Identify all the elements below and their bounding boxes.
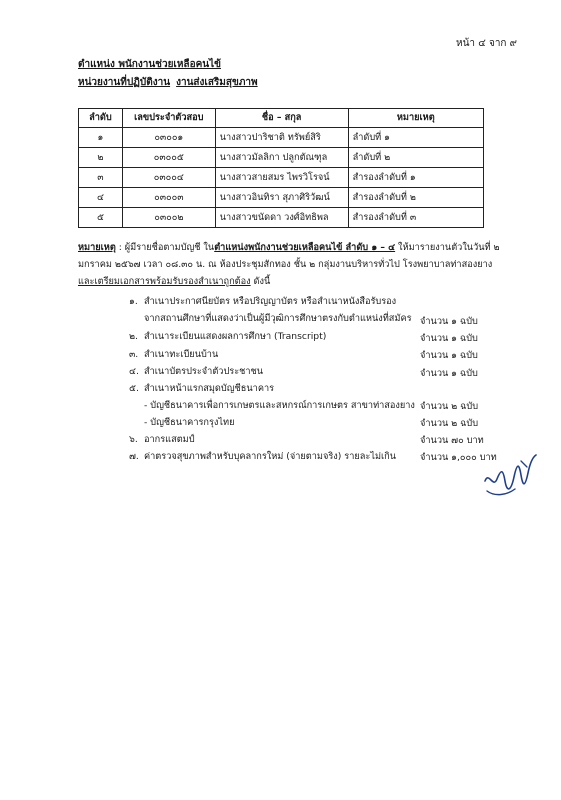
- doc-6-number: ๖.: [129, 434, 138, 445]
- table-row: [79, 148, 484, 168]
- table-row: [79, 168, 484, 188]
- doc-7-number: ๗.: [129, 451, 139, 462]
- doc-7-quantity: จำนวน ๑,๐๐๐ บาท: [420, 452, 497, 463]
- cell-note: สำรองลำดับที่ ๒: [348, 188, 483, 208]
- cell-note: ลำดับที่ ๑: [348, 128, 483, 148]
- doc-3-text: สำเนาทะเบียนบ้าน: [144, 349, 219, 360]
- cell-exam-id: ๐๓๐๐๕: [122, 148, 215, 168]
- cell-exam-id: ๐๓๐๐๔: [122, 168, 215, 188]
- cell-name: นางสาวมัลลิกา ปลูกตัณฑุล: [215, 148, 348, 168]
- cell-name: นางสาวขนัดดา วงศ์อิทธิพล: [215, 208, 348, 228]
- cell-note: สำรองลำดับที่ ๓: [348, 208, 483, 228]
- table-row: [79, 128, 484, 148]
- position-title: ตำแหน่ง พนักงานช่วยเหลือคนไข้: [78, 59, 221, 70]
- doc-7-text: ค่าตรวจสุขภาพสำหรับบุคลากรใหม่ (จ่ายตามจริง) รายละไม่เกิน: [144, 451, 396, 462]
- cell-name: นางสาวอินทิรา สุภาศิริวัฒน์: [215, 188, 348, 208]
- remark-text-2: ให้มารายงานตัวในวันที่ ๒: [395, 242, 500, 253]
- col-header-name: ชื่อ – สกุล: [215, 109, 348, 128]
- doc-4-number: ๔.: [129, 366, 139, 377]
- doc-5b-quantity: จำนวน ๒ ฉบับ: [420, 418, 479, 429]
- remark-label: หมายเหตุ: [78, 242, 116, 253]
- cell-name: นางสาวปาริชาติ ทรัพย์สิริ: [215, 128, 348, 148]
- unit-line: [78, 75, 258, 90]
- unit-label: หน่วยงานที่ปฏิบัติงาน: [78, 77, 171, 88]
- handwritten-signature: [481, 451, 541, 499]
- remark-paragraph: [78, 239, 500, 290]
- table-header-row: [79, 109, 484, 128]
- doc-2-number: ๒.: [129, 331, 138, 342]
- cell-note: ลำดับที่ ๒: [348, 148, 483, 168]
- cell-exam-id: ๐๓๐๐๓: [122, 188, 215, 208]
- doc-1-number: ๑.: [129, 296, 138, 307]
- doc-5b-text: - บัญชีธนาคารกรุงไทย: [144, 417, 235, 428]
- cell-note: สำรองลำดับที่ ๑: [348, 168, 483, 188]
- doc-1-quantity: จำนวน ๑ ฉบับ: [420, 316, 478, 327]
- remark-text-1: : ผู้มีรายชื่อตามบัญชี ใน: [115, 242, 215, 253]
- cell-order: ๒: [79, 148, 123, 168]
- col-header-note: หมายเหตุ: [348, 109, 483, 128]
- cell-order: ๑: [79, 128, 123, 148]
- doc-5-text: สำเนาหน้าแรกสมุดบัญชีธนาคาร: [144, 383, 275, 394]
- doc-5a-quantity: จำนวน ๒ ฉบับ: [420, 401, 479, 412]
- doc-3-number: ๓.: [129, 349, 139, 360]
- cell-exam-id: ๐๓๐๐๑: [122, 128, 215, 148]
- table-row: [79, 188, 484, 208]
- doc-6-quantity: จำนวน ๗๐ บาท: [420, 435, 484, 446]
- cell-order: ๓: [79, 168, 123, 188]
- doc-3-quantity: จำนวน ๑ ฉบับ: [420, 350, 478, 361]
- remark-prepare-docs: และเตรียมเอกสารพร้อมรับรองสำเนาถูกต้อง: [78, 276, 251, 287]
- doc-6-text: อากรแสตมป์: [144, 434, 195, 445]
- doc-5-number: ๕.: [129, 383, 139, 394]
- table-row: [79, 208, 484, 228]
- cell-order: ๔: [79, 188, 123, 208]
- remark-line-3-rest: ดังนี้: [250, 276, 271, 287]
- doc-1-text: สำเนาประกาศนียบัตร หรือปริญญาบัตร หรือสำเนาหนังสือรับรอง: [144, 296, 397, 307]
- doc-4-quantity: จำนวน ๑ ฉบับ: [420, 368, 478, 379]
- cell-order: ๕: [79, 208, 123, 228]
- cell-exam-id: ๐๓๐๐๒: [122, 208, 215, 228]
- candidate-table: [78, 108, 484, 228]
- col-header-exam-id: เลขประจำตัวสอบ: [122, 109, 215, 128]
- doc-2-quantity: จำนวน ๑ ฉบับ: [420, 333, 478, 344]
- unit-value: งานส่งเสริมสุขภาพ: [176, 77, 258, 88]
- doc-1-text-cont: จากสถานศึกษาที่แสดงว่าเป็นผู้มีวุฒิการศึกษาตรงกับตำแหน่งที่สมัคร: [144, 313, 412, 324]
- remark-emphasis: ตำแหน่งพนักงานช่วยเหลือคนไข้ ลำดับ ๑ – ๔: [214, 242, 396, 253]
- remark-line-2: มกราคม ๒๕๖๗ เวลา ๐๘.๓๐ น. ณ ห้องประชุมสักทอง ชั้น ๒ กลุ่มงานบริหารทั่วไป โรงพยาบาลท่าสองยาง: [78, 259, 493, 270]
- cell-name: นางสาวสายสมร ไพรวิโรจน์: [215, 168, 348, 188]
- page-number: หน้า ๔ จาก ๙: [455, 38, 517, 49]
- doc-5a-text: - บัญชีธนาคารเพื่อการเกษตรและสหกรณ์การเกษตร สาขาท่าสองยาง: [144, 400, 415, 411]
- doc-4-text: สำเนาบัตรประจำตัวประชาชน: [144, 366, 264, 377]
- doc-2-text: สำเนาระเบียนแสดงผลการศึกษา (Transcript): [144, 331, 327, 342]
- col-header-order: ลำดับ: [79, 109, 123, 128]
